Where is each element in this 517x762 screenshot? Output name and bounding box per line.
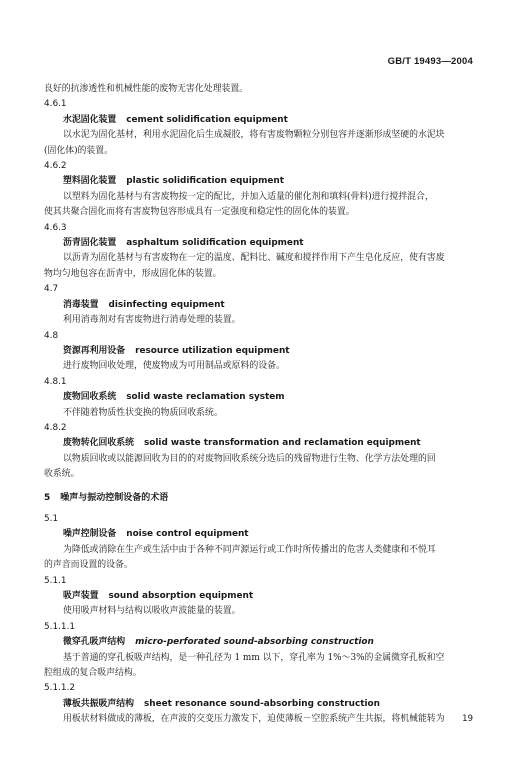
term-heading bbox=[44, 344, 478, 359]
definition-line: 不伴随着物质性状变换的物质回收系统。 bbox=[63, 407, 223, 418]
term-en: sound absorption equipment bbox=[108, 591, 254, 601]
clause-number: 4.6.3 bbox=[44, 222, 67, 233]
definition-line: 为降低或消除在生产或生活中由于各种不同声源运行或工作时所传播出的危害人类健康和不悦耳 bbox=[63, 544, 436, 555]
definition-line: 使其共聚合固化而将有害废物包容形成具有一定强度和稳定性的固化体的装置。 bbox=[44, 207, 355, 218]
term-heading bbox=[44, 113, 478, 128]
section-number: 5 bbox=[44, 492, 51, 503]
term-zh: 沥青固化装置 bbox=[63, 238, 117, 249]
section-heading bbox=[44, 491, 478, 506]
definition-line: 使用吸声材料与结构以吸收声波能量的装置。 bbox=[63, 606, 241, 617]
term-zh: 资源再利用设备 bbox=[63, 345, 126, 356]
term-heading bbox=[44, 436, 478, 451]
definition-line: 进行废物回收处理，使废物成为可用制品或原料的设备。 bbox=[63, 361, 285, 372]
term-zh: 废物转化回收系统 bbox=[63, 438, 134, 449]
term-zh: 吸声装置 bbox=[63, 591, 99, 601]
term-zh: 消毒装置 bbox=[63, 299, 99, 310]
term-zh: 塑料固化装置 bbox=[63, 176, 117, 187]
term-en: resource utilization equipment bbox=[135, 345, 290, 356]
clause-number: 5.1.1.2 bbox=[44, 683, 76, 694]
term-en: sheet resonance sound-absorbing construction bbox=[144, 698, 380, 709]
clause-number: 4.8.2 bbox=[44, 422, 67, 433]
definition-line: 物均匀地包容在沥青中，形成固化体的装置。 bbox=[44, 268, 222, 279]
term-heading bbox=[44, 589, 478, 604]
definition-line: 基于普通的穿孔板吸声结构，是一种孔径为 1 mm 以下，穿孔率为 1%～3%的金属微穿孔板和空 bbox=[63, 652, 445, 663]
term-heading bbox=[44, 697, 478, 712]
term-zh: 噪声控制设备 bbox=[63, 529, 117, 540]
definition-line: (固化体)的装置。 bbox=[44, 145, 114, 156]
definition-line: 以塑料为固化基材与有害废物按一定的配比，并加入适量的催化剂和填料(骨料)进行搅拌混合， bbox=[63, 191, 434, 202]
intro-paragraph: 良好的抗渗透性和机械性能的废物无害化处理装置。 bbox=[44, 84, 249, 94]
term-heading bbox=[44, 236, 478, 251]
definition-line: 以水泥为固化基材，利用水泥固化后生成凝胶，将有害废物颗粒分别包容并逐渐形成坚硬的水泥块 bbox=[63, 130, 445, 141]
term-en: plastic solidification equipment bbox=[126, 176, 284, 187]
term-en: solid waste reclamation system bbox=[126, 392, 285, 403]
term-heading bbox=[44, 527, 478, 542]
term-zh: 废物回收系统 bbox=[63, 392, 117, 403]
definition-line: 以物质回收或以能源回收为目的的对废物回收系统分选后的残留物进行生物、化学方法处理的回 bbox=[63, 453, 436, 464]
definition-line: 以沥青为固化基材与有害废物在一定的温度、配料比、碱度和搅拌作用下产生皂化反应，使有害废 bbox=[63, 253, 445, 264]
term-zh: 微穿孔吸声结构 bbox=[63, 637, 126, 648]
term-zh: 薄板共振吸声结构 bbox=[63, 698, 134, 709]
section-title: 噪声与振动控制设备的术语 bbox=[60, 492, 169, 503]
clause-number: 4.6.2 bbox=[44, 161, 67, 172]
term-en: noise control equipment bbox=[126, 529, 249, 540]
term-heading bbox=[44, 635, 478, 650]
document-body bbox=[44, 82, 478, 728]
definition-line: 利用消毒剂对有害废物进行消毒处理的装置。 bbox=[63, 315, 241, 326]
clause-number: 5.1.1.1 bbox=[44, 621, 76, 632]
definition-line: 用板状材料做成的薄板，在声波的交变压力激发下，迫使薄板－空腔系统产生共振，将机械能转为 bbox=[63, 714, 445, 725]
term-zh: 水泥固化装置 bbox=[63, 114, 117, 125]
definition-line: 腔组成的复合吸声结构。 bbox=[44, 668, 142, 679]
definition-line: 的声音而设置的设备。 bbox=[44, 560, 133, 571]
term-heading bbox=[44, 174, 478, 189]
clause-number: 4.8 bbox=[44, 330, 59, 341]
clause-number: 4.6.1 bbox=[44, 99, 67, 110]
clause-number: 5.1 bbox=[44, 513, 59, 524]
definition-line: 收系统。 bbox=[44, 469, 80, 480]
term-heading bbox=[44, 390, 478, 405]
term-en: solid waste transformation and reclamation equipment bbox=[144, 438, 421, 449]
clause-number: 4.8.1 bbox=[44, 376, 67, 387]
clause-number: 4.7 bbox=[44, 284, 59, 295]
term-en: cement solidification equipment bbox=[126, 114, 288, 125]
term-en: asphaltum solidification equipment bbox=[126, 238, 304, 249]
term-en: disinfecting equipment bbox=[108, 299, 225, 310]
term-heading bbox=[44, 298, 478, 313]
standard-code-header: GB/T 19493—2004 bbox=[387, 56, 473, 67]
clause-number: 5.1.1 bbox=[44, 575, 67, 586]
page-number: 19 bbox=[462, 714, 473, 724]
term-en: micro-perforated sound-absorbing construction bbox=[135, 637, 374, 648]
